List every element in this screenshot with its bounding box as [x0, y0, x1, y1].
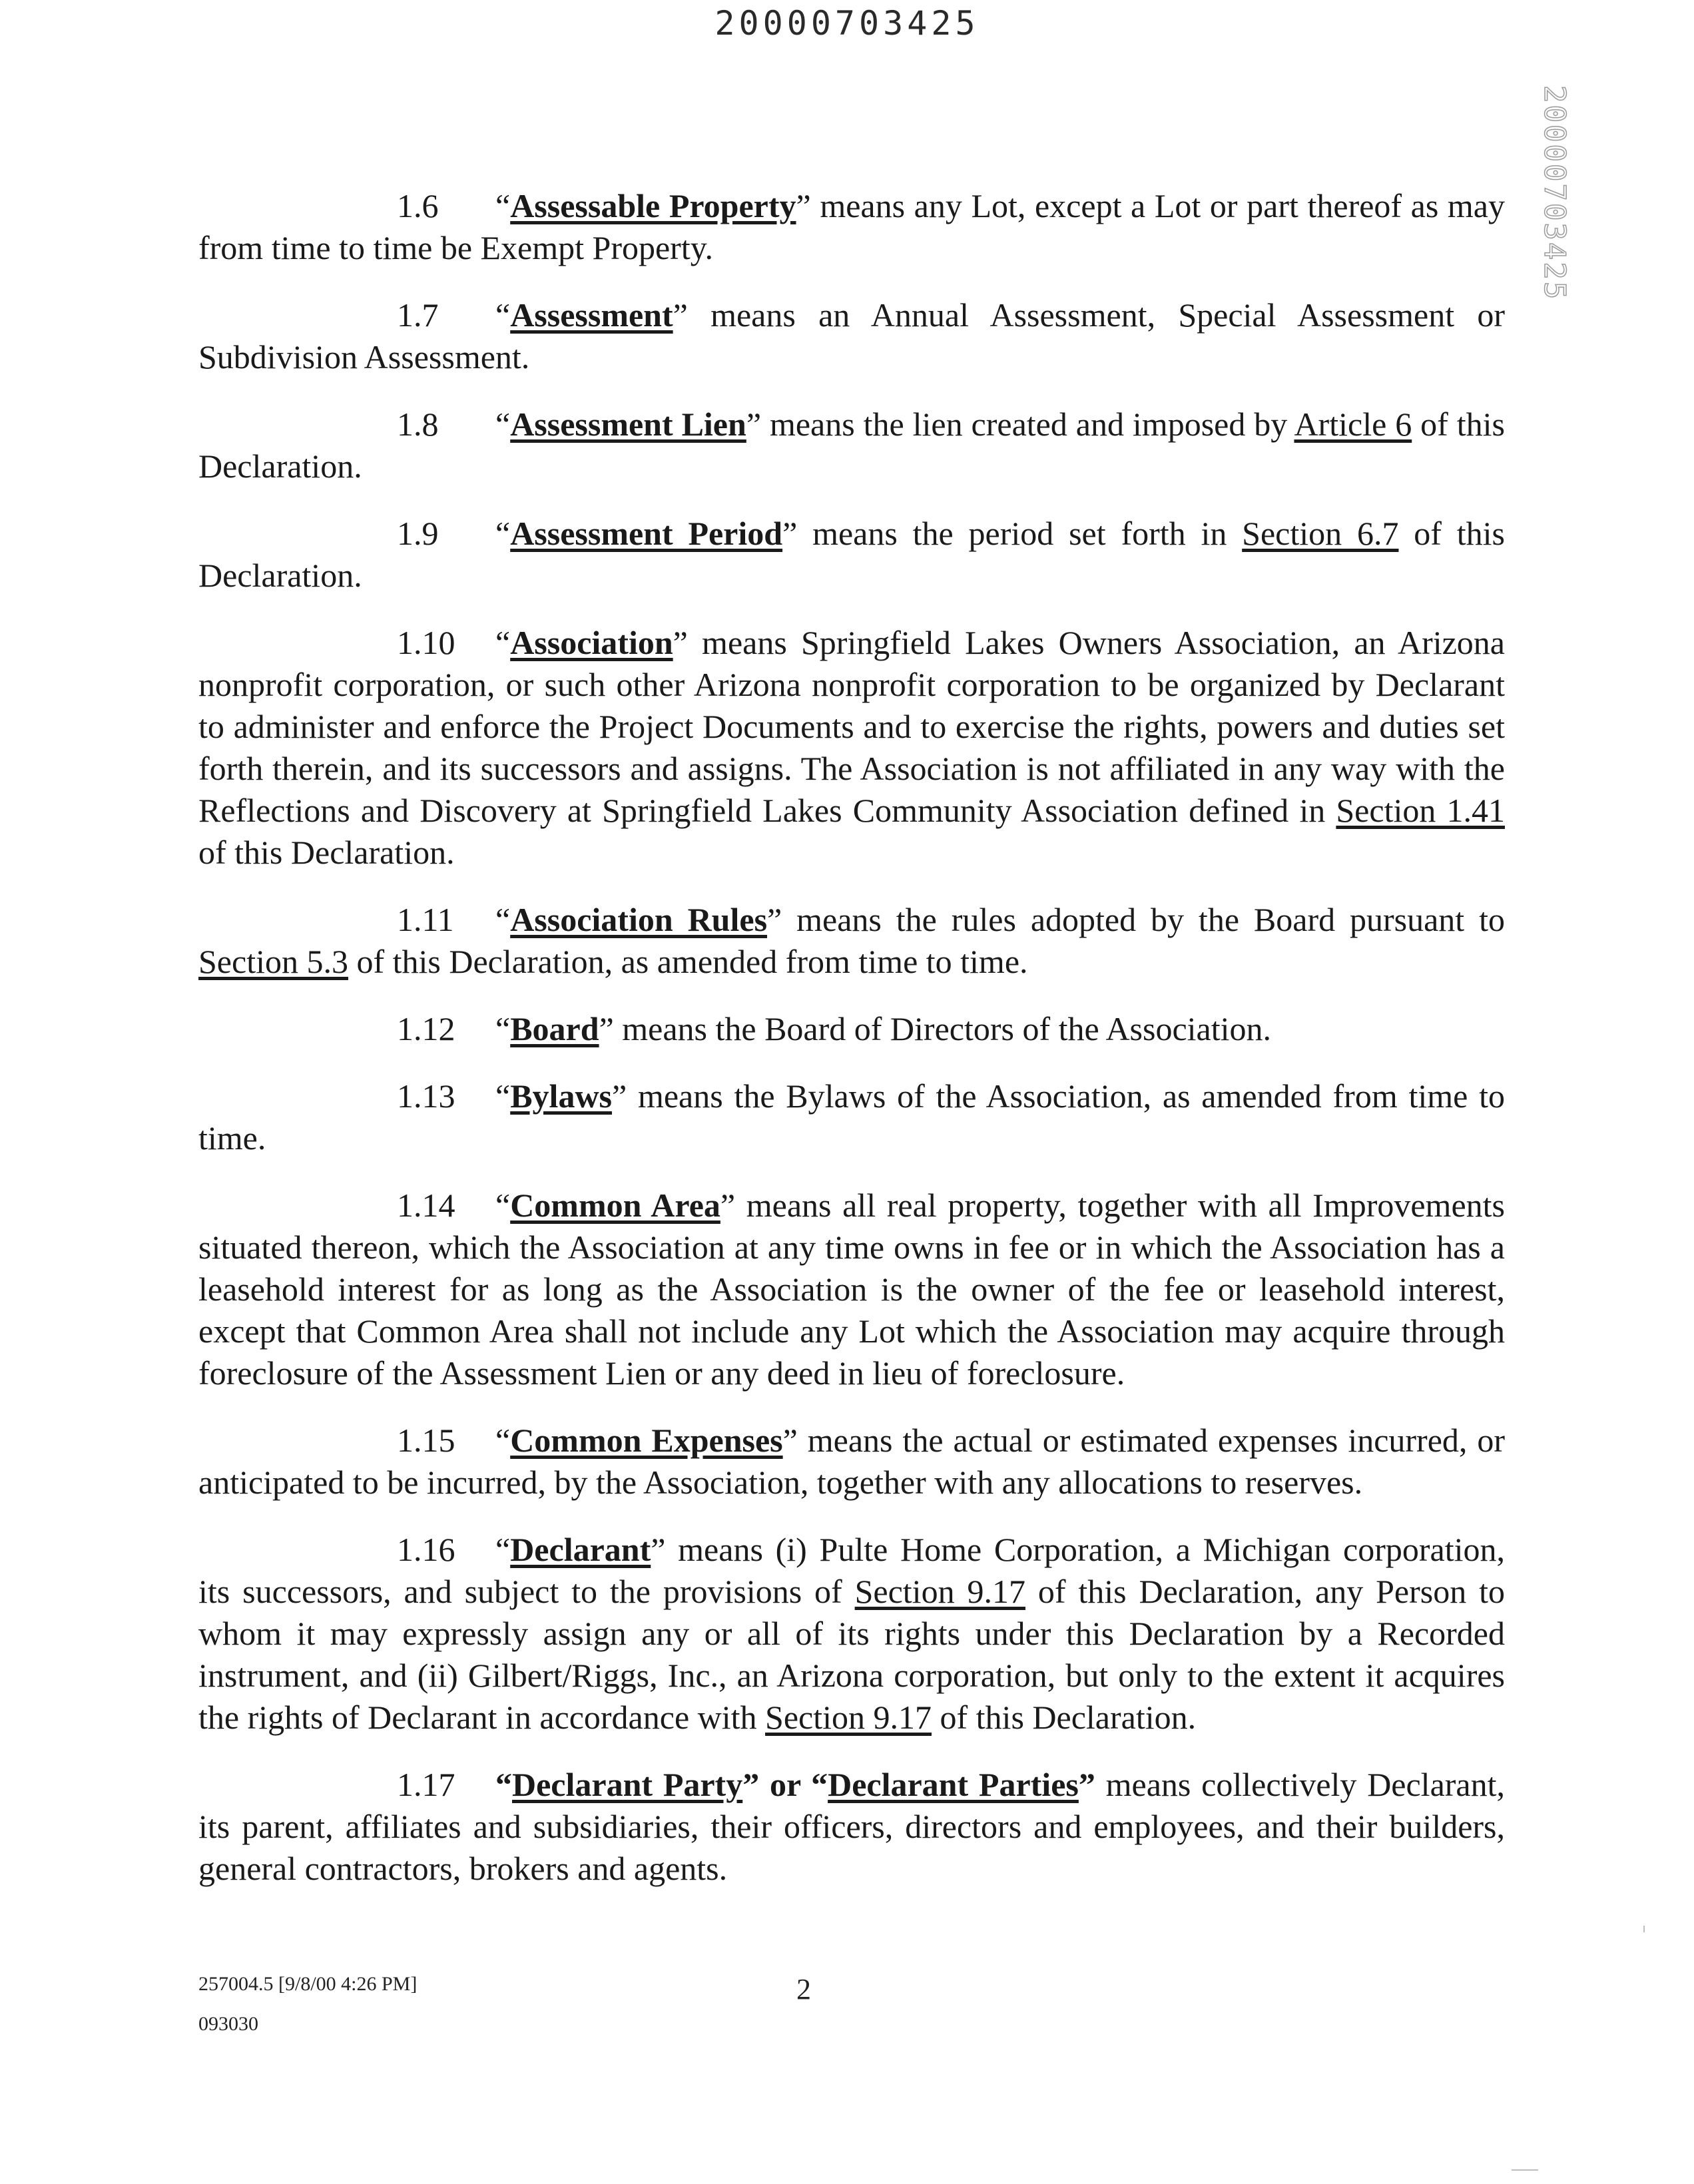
defined-term: Assessment [510, 296, 673, 334]
side-recording-stamp: 20000703425 [1538, 85, 1571, 302]
definition-1-9: 1.9 “Assessment Period” means the period set forth in Section 6.7 of this Declaration. [198, 515, 1505, 594]
cross-reference: Article 6 [1294, 406, 1412, 443]
cross-reference: Section 9.17 [765, 1699, 932, 1736]
definition-1-7: 1.7 “Assessment” means an Annual Assessment, Special Assessment or Subdivision Assessment. [198, 296, 1505, 376]
defined-term: Assessment Lien [510, 406, 746, 443]
definition-1-13: 1.13 “Bylaws” means the Bylaws of the Association, as amended from time to time. [198, 1077, 1505, 1157]
definition-1-8: 1.8 “Assessment Lien” means the lien created and imposed by Article 6 of this Declaration. [198, 406, 1505, 485]
defined-term: Assessable Property [510, 187, 796, 224]
defined-term: Association [510, 624, 673, 661]
defined-term: Declarant Party [512, 1766, 743, 1803]
definition-1-16: 1.16 “Declarant” means (i) Pulte Home Corporation, a Michigan corporation, its successors, and subject to the provisions of Section 9.17 of this Declaration, any Person to whom it may expressly assign any or all of its rights under this Declaration by a Recorded instrument, and (ii) Gilbert/Riggs, Inc., an Arizona corporation, but only to the extent it acquires the rights of Declarant in accordance with Section 9.17 of this Declaration. [198, 1531, 1505, 1736]
document-version-stamp: 257004.5 [9/8/00 4:26 PM] [198, 1973, 418, 1995]
defined-term: Declarant [510, 1531, 651, 1568]
recording-number-stamp: 20000703425 [714, 4, 980, 43]
cross-reference: Section 9.17 [854, 1573, 1025, 1610]
cross-reference: Section 5.3 [198, 943, 348, 980]
definition-1-6: 1.6 “Assessable Property” means any Lot, except a Lot or part thereof as may from time to time be Exempt Property. [198, 187, 1506, 266]
cross-reference: Section 6.7 [1242, 515, 1399, 552]
defined-term: Declarant Parties [828, 1766, 1079, 1803]
definitions-body [198, 185, 1505, 1915]
definition-1-17: 1.17 “Declarant Party” or “Declarant Parties” means collectively Declarant, its parent, affiliates and subsidiaries, their officers, directors and employees, and their builders, general contractors, brokers and agents. [198, 1766, 1506, 1887]
footer-document-id [198, 1964, 417, 2044]
definition-1-10: 1.10 “Association” means Springfield Lakes Owners Association, an Arizona nonprofit corporation, or such other Arizona nonprofit corporation to be organized by Declarant to administer and enforce the Project Documents and to exercise the rights, powers and duties set forth therein, and its successors and assigns. The Association is not affiliated in any way with the Reflections and Discovery at Springfield Lakes Community Association defined in Section 1.41 of this Declaration. [198, 624, 1505, 871]
scan-mark [1643, 1926, 1645, 1932]
defined-term: Bylaws [510, 1077, 613, 1115]
defined-term: Assessment Period [510, 515, 783, 552]
page-number: 2 [796, 1973, 811, 2006]
document-code: 093030 [198, 2013, 258, 2035]
scan-mark [1512, 2169, 1538, 2171]
defined-term: Common Expenses [510, 1422, 783, 1459]
defined-term: Common Area [510, 1187, 720, 1224]
defined-term: Association Rules [510, 901, 768, 938]
definition-1-14: 1.14 “Common Area” means all real property, together with all Improvements situated thereon, which the Association at any time owns in fee or in which the Association has a leasehold interest for as long as the Association is the owner of the fee or leasehold interest, except that Common Area shall not include any Lot which the Association may acquire through foreclosure of the Assessment Lien or any deed in lieu of foreclosure. [198, 1187, 1505, 1392]
definition-1-15: 1.15 “Common Expenses” means the actual or estimated expenses incurred, or anticipated to be incurred, by the Association, together with any allocations to reserves. [198, 1422, 1505, 1501]
defined-term: Board [510, 1010, 599, 1047]
cross-reference: Section 1.41 [1336, 792, 1505, 829]
definition-1-12: 1.12 “Board” means the Board of Directors of the Association. [397, 1010, 1272, 1047]
definition-1-11: 1.11 “Association Rules” means the rules adopted by the Board pursuant to Section 5.3 of this Declaration, as amended from time to time. [198, 901, 1505, 980]
